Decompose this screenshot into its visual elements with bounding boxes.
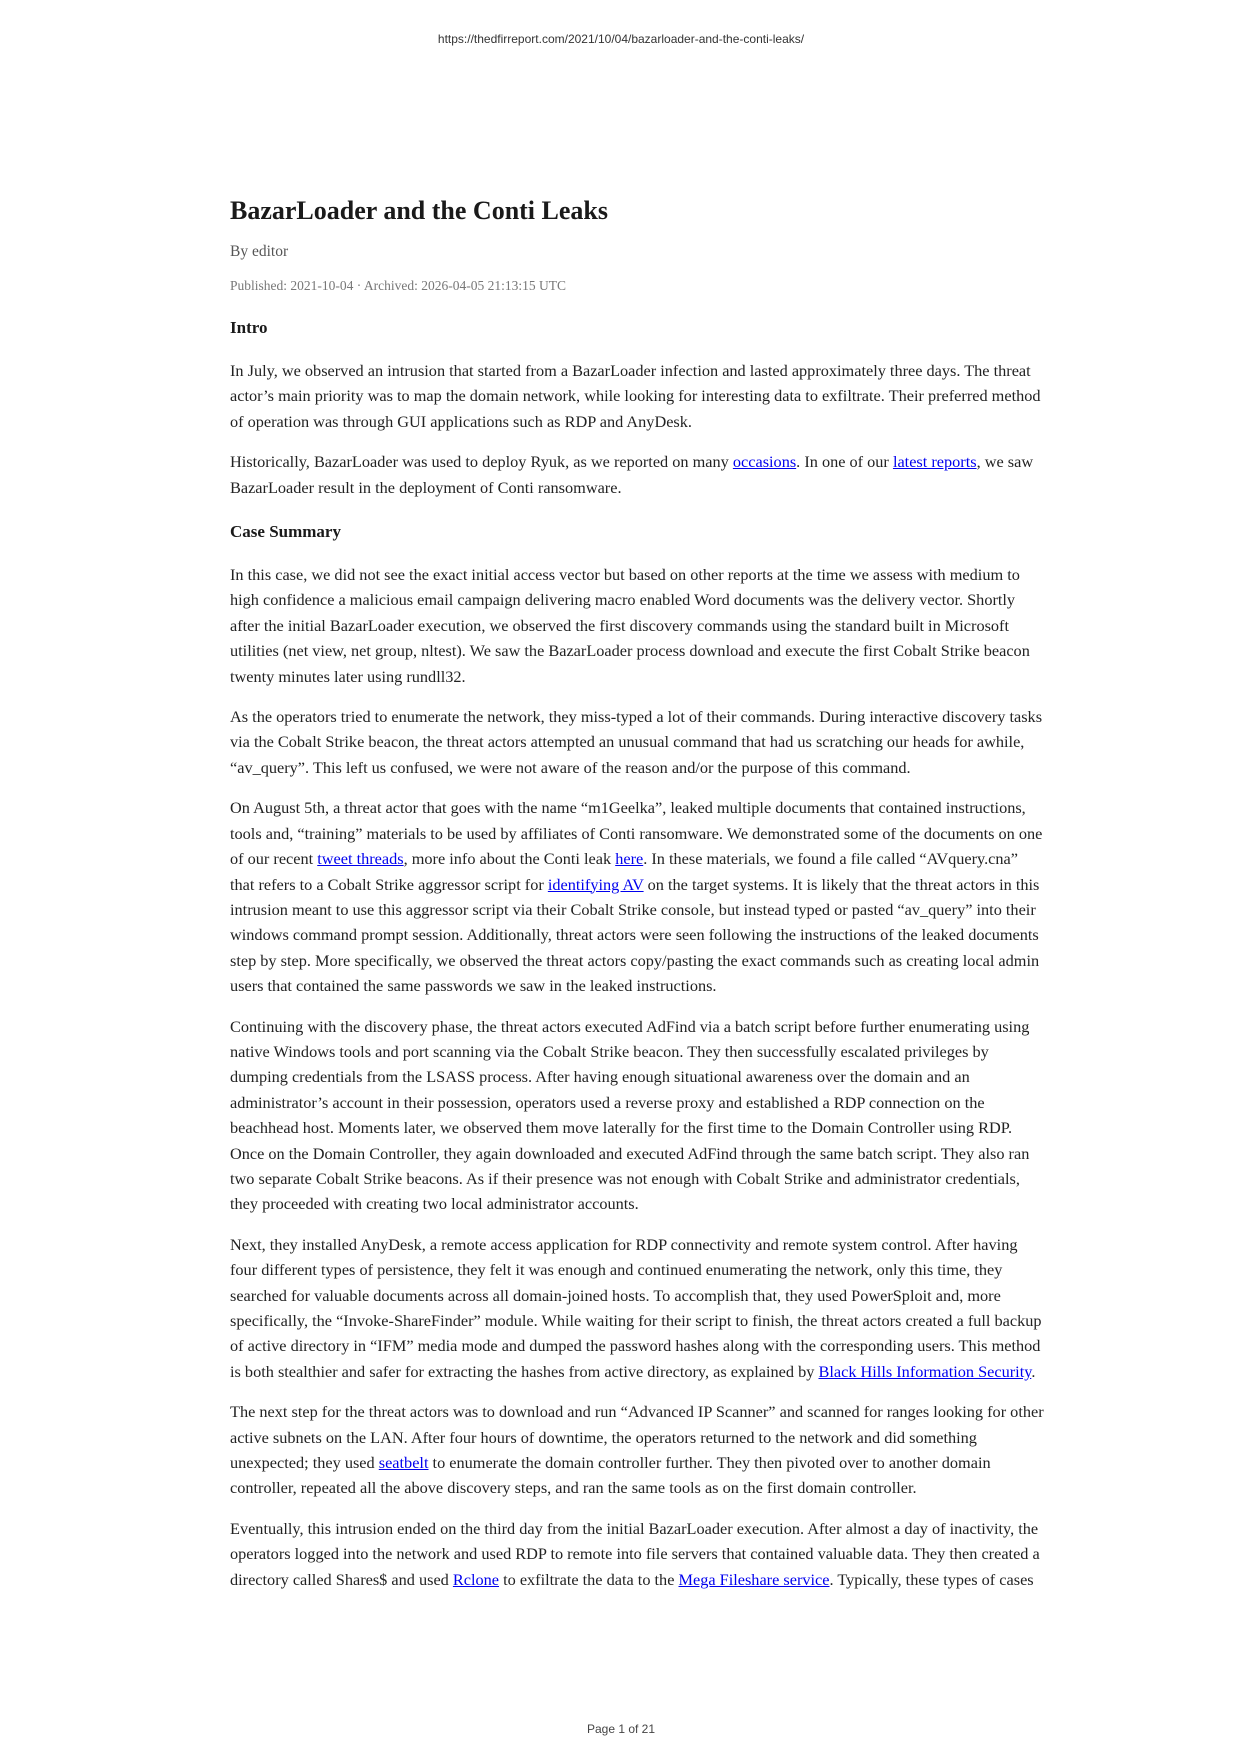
text-run: directory called Shares$ and used bbox=[230, 1569, 453, 1589]
text-run: In this case, we did not see the exact initial access vector but based on other reports at the time we assess with medium to bbox=[230, 565, 1020, 585]
text-run: tools and, “training” materials to be used by affiliates of Conti ransomware. We demonstrated some of the documents on one bbox=[230, 823, 1043, 843]
paragraph bbox=[230, 358, 1041, 434]
source-url: https://thedfirreport.com/2021/10/04/bazarloader-and-the-conti-leaks/ bbox=[437, 32, 805, 46]
text-run: windows command prompt session. Additionally, threat actors were seen following the instructions of the leaked documents bbox=[230, 925, 1039, 945]
text-run: active subnets on the LAN. After four hours of downtime, the operators returned to the network and did something bbox=[230, 1427, 977, 1447]
text-line bbox=[230, 1399, 1044, 1424]
text-line bbox=[230, 1191, 1030, 1216]
text-line bbox=[230, 1166, 1030, 1191]
text-run: twenty minutes later using rundll32. bbox=[230, 666, 466, 686]
paragraph bbox=[230, 1516, 1040, 1592]
inline-link[interactable]: tweet threads bbox=[317, 849, 404, 869]
text-run: that refers to a Cobalt Strike aggressor script for bbox=[230, 874, 548, 894]
text-run: actor’s main priority was to map the domain network, while looking for interesting data to exfiltrate. Their preferred method bbox=[230, 386, 1041, 406]
text-run: , more info about the Conti leak bbox=[403, 849, 616, 869]
byline: By editor bbox=[230, 243, 289, 260]
text-run: Next, they installed AnyDesk, a remote access application for RDP connectivity and remote system control. After having bbox=[230, 1234, 1018, 1254]
text-line bbox=[230, 821, 1043, 846]
inline-link[interactable]: occasions bbox=[732, 452, 797, 472]
text-run: of active directory in “IFM” media mode and dumped the password hashes along with the corresponding users. This method bbox=[230, 1336, 1041, 1356]
text-line bbox=[230, 1014, 1030, 1039]
text-run: of our recent bbox=[230, 849, 318, 869]
text-line bbox=[230, 1308, 1042, 1333]
text-run: operators logged into the network and used RDP to remote into file servers that contained valuable data. They then created a bbox=[230, 1544, 1040, 1564]
text-run: Once on the Domain Controller, they again downloaded and executed AdFind through the same batch script. They also ran bbox=[230, 1143, 1030, 1163]
text-line bbox=[230, 897, 1036, 922]
text-run: . bbox=[1031, 1361, 1036, 1381]
text-line bbox=[230, 1567, 1034, 1592]
text-line bbox=[230, 1333, 1041, 1358]
paragraph bbox=[230, 1232, 1042, 1384]
text-run: of operation was through GUI applications such as RDP and AnyDesk. bbox=[230, 411, 692, 431]
text-line bbox=[230, 1064, 1030, 1089]
text-line bbox=[230, 587, 1030, 612]
text-run: on the target systems. It is likely that the threat actors in this bbox=[643, 874, 1040, 894]
text-run: On August 5th, a threat actor that goes with the name “m1Geelka”, leaked multiple documents that contained instructions, bbox=[230, 798, 1026, 818]
text-run: beachhead host. Moments later, we observed them move laterally for the first time to the Domain Controller using RDP. bbox=[230, 1118, 1013, 1138]
text-line bbox=[230, 383, 1041, 408]
text-line bbox=[230, 664, 1030, 689]
text-run: after the initial BazarLoader execution, we observed the first discovery commands using the standard built in Microsoft bbox=[230, 615, 1010, 635]
page-title: BazarLoader and the Conti Leaks bbox=[230, 196, 608, 225]
text-line bbox=[230, 1359, 1036, 1384]
text-line bbox=[230, 795, 1030, 820]
text-line bbox=[230, 562, 1030, 587]
text-line bbox=[230, 1475, 1030, 1500]
inline-link[interactable]: Black Hills Information Security bbox=[818, 1361, 1032, 1381]
publish-meta: Published: 2021-10-04 · Archived: 2026-04-05 21:13:15 UTC bbox=[230, 278, 566, 293]
text-run: they proceeded with creating two local administrator accounts. bbox=[230, 1194, 639, 1214]
text-run: four different types of persistence, they felt it was enough and continued enumerating the network, only this time, they bbox=[230, 1260, 1003, 1280]
text-run: The next step for the threat actors was to download and run “Advanced IP Scanner” and scanned for ranges looking for other bbox=[230, 1402, 1044, 1422]
text-line bbox=[230, 1115, 1030, 1140]
text-run: utilities (net view, net group, nltest). We saw the BazarLoader process download and execute the first Cobalt Strike beacon bbox=[230, 641, 1030, 661]
text-line bbox=[230, 613, 1030, 638]
section-heading: Case Summary bbox=[230, 522, 341, 542]
text-run: is both stealthier and safer for extracting the hashes from active directory, as explained by bbox=[230, 1361, 819, 1381]
text-line bbox=[230, 1516, 1039, 1541]
inline-link[interactable]: seatbelt bbox=[378, 1453, 429, 1473]
text-line bbox=[230, 1232, 1030, 1257]
text-run: two separate Cobalt Strike beacons. As if their presence was not enough with Cobalt Strike and administrator credentials, bbox=[230, 1168, 1020, 1188]
text-run: . In one of our bbox=[796, 452, 893, 472]
section-heading: Intro bbox=[230, 318, 268, 337]
text-line bbox=[230, 449, 1034, 474]
text-run: As the operators tried to enumerate the network, they miss-typed a lot of their commands. During interactive discovery tasks bbox=[230, 707, 1043, 727]
text-line bbox=[230, 475, 1030, 500]
text-line bbox=[230, 1283, 1030, 1308]
inline-link[interactable]: here bbox=[615, 849, 644, 869]
text-run: , we saw bbox=[976, 452, 1034, 472]
text-line bbox=[230, 973, 1030, 998]
text-run: BazarLoader result in the deployment of Conti ransomware. bbox=[230, 477, 622, 497]
text-line bbox=[230, 872, 1040, 897]
text-run: searched for valuable documents across all domain-joined hosts. To accomplish that, they used PowerSploit and, more bbox=[230, 1285, 1001, 1305]
text-line bbox=[230, 1141, 1030, 1166]
text-line bbox=[230, 1090, 1030, 1115]
text-run: to enumerate the domain controller further. They then pivoted over to another domain bbox=[428, 1453, 991, 1473]
text-run: . Typically, these types of cases bbox=[829, 1569, 1034, 1589]
text-line bbox=[230, 638, 1030, 663]
text-run: step by step. More specifically, we observed the threat actors copy/pasting the exact commands such as creating local admin bbox=[230, 950, 1040, 970]
page-number: Page 1 of 21 bbox=[586, 1722, 656, 1736]
inline-link[interactable]: Rclone bbox=[452, 1569, 500, 1589]
text-line bbox=[230, 922, 1039, 947]
text-run: users that contained the same passwords we saw in the leaked instructions. bbox=[230, 976, 717, 996]
text-line bbox=[230, 755, 1030, 780]
text-line bbox=[230, 409, 1030, 434]
paragraph bbox=[230, 449, 1034, 500]
text-line bbox=[230, 1541, 1040, 1566]
text-line bbox=[230, 704, 1043, 729]
text-run: Historically, BazarLoader was used to deploy Ryuk, as we reported on many bbox=[230, 452, 733, 472]
text-run: controller, repeated all the above discovery steps, and ran the same tools as on the first domain controller. bbox=[230, 1478, 917, 1498]
inline-link[interactable]: identifying AV bbox=[547, 874, 644, 894]
paragraph bbox=[230, 1399, 1044, 1501]
text-run: native Windows tools and port scanning via the Cobalt Strike beacon. They then successfully escalated privileges by bbox=[230, 1041, 989, 1061]
text-line bbox=[230, 358, 1030, 383]
text-run: to exfiltrate the data to the bbox=[499, 1569, 679, 1589]
text-run: In July, we observed an intrusion that started from a BazarLoader infection and lasted approximately three days. The threat bbox=[230, 361, 1031, 380]
paragraph bbox=[230, 562, 1030, 689]
text-line bbox=[230, 1450, 1030, 1475]
article-body bbox=[230, 316, 1044, 1592]
article bbox=[230, 193, 1044, 1592]
paragraph bbox=[230, 1014, 1030, 1217]
text-line bbox=[230, 846, 1030, 871]
text-run: intrusion meant to use this aggressor script via their Cobalt Strike console, but instead typed or pasted “av_query” into their bbox=[230, 899, 1036, 919]
text-run: high confidence a malicious email campaign delivering macro enabled Word documents was the delivery vector. Shortly bbox=[230, 590, 1016, 610]
text-line bbox=[230, 1425, 1030, 1450]
text-line bbox=[230, 1039, 1030, 1064]
text-run: Eventually, this intrusion ended on the third day from the initial BazarLoader execution. After almost a day of inactivity, the bbox=[230, 1518, 1039, 1538]
paragraph bbox=[230, 795, 1043, 998]
inline-link[interactable]: latest reports bbox=[892, 452, 977, 472]
text-run: dumping credentials from the LSASS process. After having enough situational awareness over the domain and an bbox=[230, 1067, 970, 1087]
text-line bbox=[230, 729, 1030, 754]
text-run: administrator’s account in their possession, operators used a reverse proxy and established a RDP connection on the bbox=[230, 1092, 985, 1112]
text-line bbox=[230, 948, 1040, 973]
text-run: via the Cobalt Strike beacon, the threat actors attempted an unusual command that had us scratching our heads for awhile, bbox=[230, 732, 1025, 752]
inline-link[interactable]: Mega Fileshare service bbox=[678, 1569, 830, 1589]
text-run: Continuing with the discovery phase, the threat actors executed AdFind via a batch script before further enumerating using bbox=[230, 1016, 1030, 1036]
text-run: unexpected; they used bbox=[230, 1453, 379, 1473]
paragraph bbox=[230, 704, 1043, 780]
text-run: “av_query”. This left us confused, we were not aware of the reason and/or the purpose of this command. bbox=[230, 757, 911, 777]
text-line bbox=[230, 1257, 1030, 1282]
text-run: specifically, the “Invoke-ShareFinder” module. While waiting for their script to finish, the threat actors created a full backup bbox=[230, 1311, 1042, 1330]
text-run: . In these materials, we found a file called “AVquery.cna” bbox=[643, 849, 1018, 869]
